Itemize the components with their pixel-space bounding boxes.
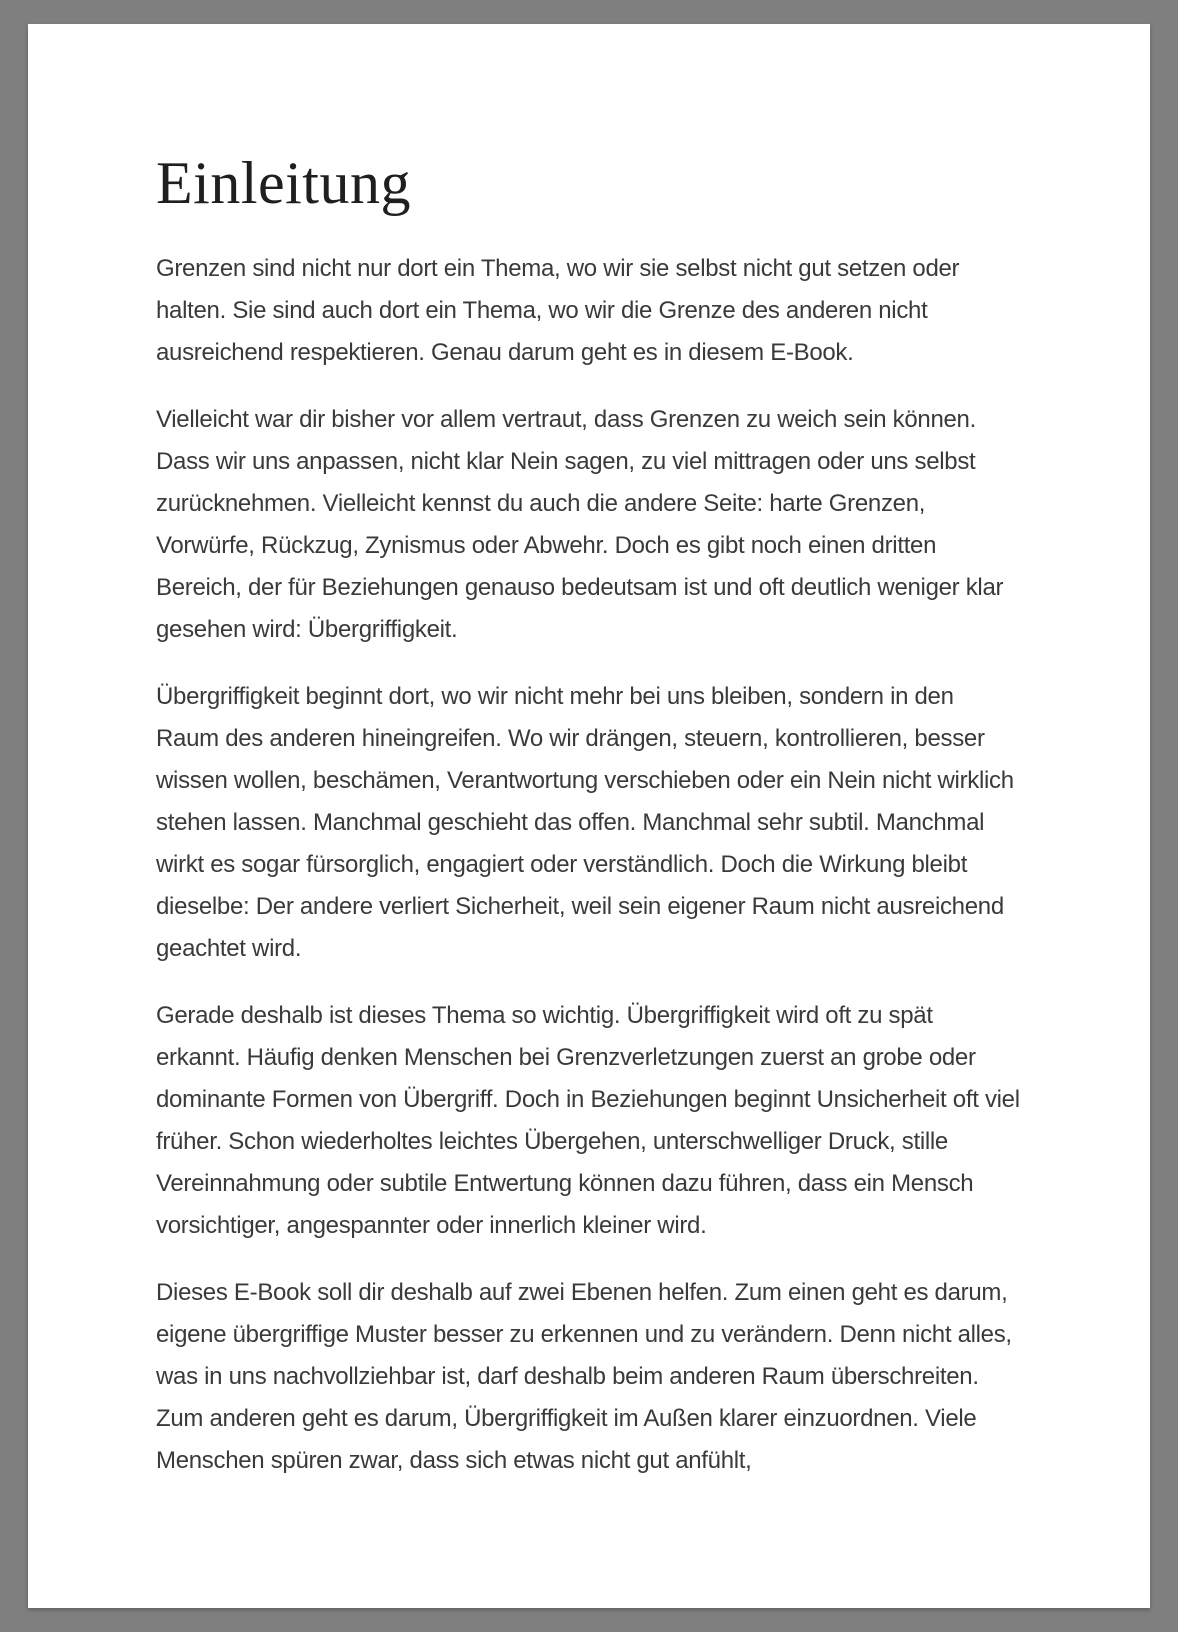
paragraph: Vielleicht war dir bisher vor allem vertraut, dass Grenzen zu weich sein können. Dass wir uns anpassen, nicht klar Nein sagen, zu viel mittragen oder uns selbst zurücknehmen. Vielleicht kennst du auch die andere Seite: harte Grenzen, Vorwürfe, Rückzug, Zynismus oder Abwehr. Doch es gibt noch einen dritten Bereich, der für Beziehungen genauso bedeutsam ist und oft deutlich weniger klar gesehen wird: Übergriffigkeit. bbox=[156, 406, 1004, 643]
chapter-body bbox=[156, 248, 1022, 1482]
chapter-title: Einleitung bbox=[156, 150, 411, 216]
paragraph: Übergriffigkeit beginnt dort, wo wir nicht mehr bei uns bleiben, sondern in den Raum des anderen hineingreifen. Wo wir drängen, steuern, kontrollieren, besser wissen wollen, beschämen, Verantwortung verschieben oder ein Nein nicht wirklich stehen lassen. Manchmal geschieht das offen. Manchmal sehr subtil. Manchmal wirkt es sogar fürsorglich, engagiert oder verständlich. Doch die Wirkung bleibt dieselbe: Der andere verliert Sicherheit, weil sein eigener Raum nicht ausreichend geachtet wird. bbox=[156, 683, 1014, 962]
paragraph: Gerade deshalb ist dieses Thema so wichtig. Übergriffigkeit wird oft zu spät erkannt. Häufig denken Menschen bei Grenzverletzungen zuerst an grobe oder dominante Formen von Übergriff. Doch in Beziehungen beginnt Unsicherheit oft viel früher. Schon wiederholtes leichtes Übergehen, unterschwelliger Druck, stille Vereinnahmung oder subtile Entwertung können dazu führen, dass ein Mensch vorsichtiger, angespannter oder innerlich kleiner wird. bbox=[156, 1002, 1020, 1239]
paragraph: Grenzen sind nicht nur dort ein Thema, wo wir sie selbst nicht gut setzen oder halten. Sie sind auch dort ein Thema, wo wir die Grenze des anderen nicht ausreichend respektieren. Genau darum geht es in diesem E-Book. bbox=[156, 255, 960, 366]
ebook-page bbox=[28, 24, 1150, 1608]
paragraph: Dieses E-Book soll dir deshalb auf zwei Ebenen helfen. Zum einen geht es darum, eigene übergriffige Muster besser zu erkennen und zu verändern. Denn nicht alles, was in uns nachvollziehbar ist, darf deshalb beim anderen Raum überschreiten. Zum anderen geht es darum, Übergriffigkeit im Außen klarer einzuordnen. Viele Menschen spüren zwar, dass sich etwas nicht gut anfühlt, bbox=[156, 1279, 1012, 1474]
